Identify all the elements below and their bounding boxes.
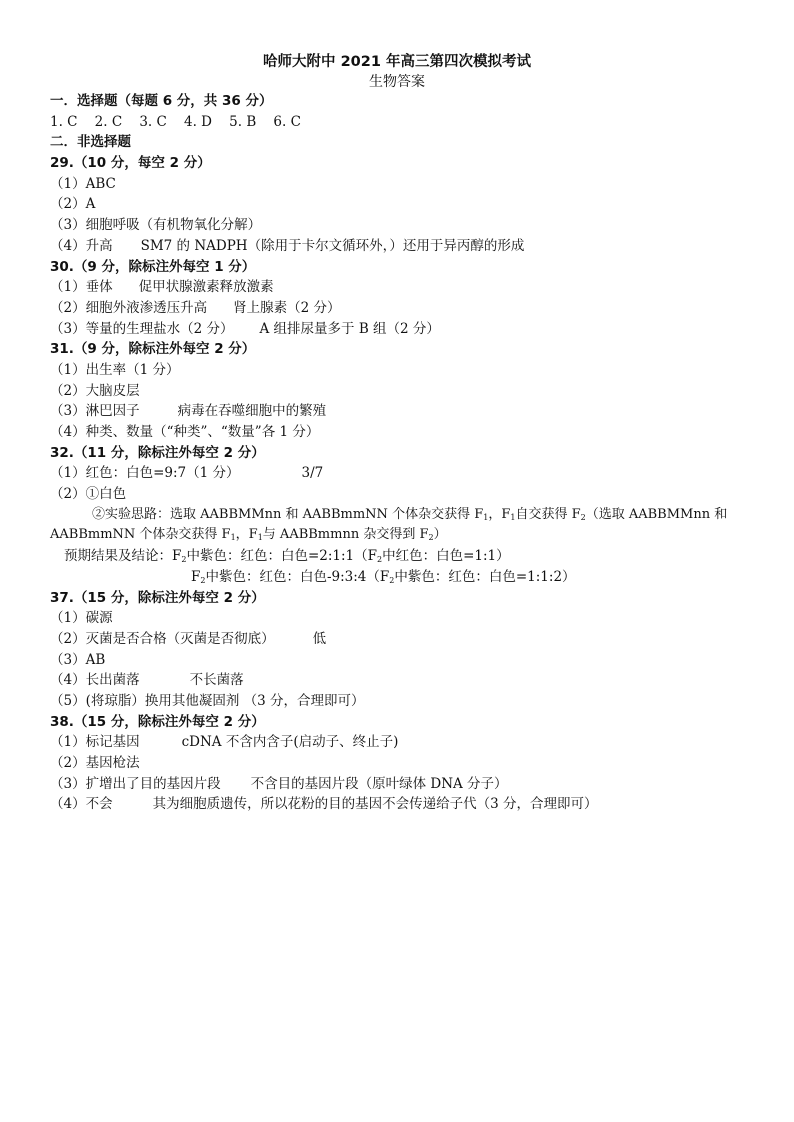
q32-answer-2: （2）①白色 — [50, 486, 127, 503]
q31-answer-1: （1）出生率（1 分） — [50, 361, 180, 378]
section-2-heading: 二．非选择题 — [50, 134, 131, 151]
q38-answer-3 — [50, 774, 770, 795]
q38-answer-1b: cDNA 不含内含子(启动子、终止子) — [181, 734, 399, 751]
answer-content — [50, 91, 770, 815]
q30-answer-2b: 肾上腺素（2 分） — [233, 299, 341, 316]
q38-answer-4a: （4）不会 — [50, 796, 113, 813]
q32-exp-text: ②实验思路：选取 AABBMMnn 和 AABBmmNN 个体杂交获得 F — [92, 506, 484, 522]
q38-answer-4b: 其为细胞质遗传，所以花粉的目的基因不会传递给子代（3 分，合理即可） — [152, 796, 598, 813]
q38-heading: 38.（15 分，除标注外每空 2 分） — [50, 713, 265, 730]
q32-experiment-line-1 — [50, 505, 770, 526]
subscript: 2 — [377, 555, 383, 565]
q31-answer-2: （2）大脑皮层 — [50, 382, 140, 399]
q30-answer-2a: （2）细胞外液渗透压升高 — [50, 299, 208, 316]
q29-answer-2: （2）A — [50, 196, 96, 213]
q32-result-text: 中紫色：红色：白色=2:1:1（F — [186, 548, 378, 565]
q32-result-line-1 — [50, 546, 770, 567]
q31-answer-3a: （3）淋巴因子 — [50, 403, 140, 420]
q32-exp-text: ） — [433, 527, 447, 543]
q31-answer-3 — [50, 401, 770, 422]
q37-answer-2 — [50, 629, 770, 650]
q32-exp-text: ，F — [488, 506, 511, 522]
section-1-heading: 一．选择题（每题 6 分，共 36 分） — [50, 93, 273, 109]
q37-answer-2a: （2）灭菌是否合格（灭菌是否彻底） — [50, 630, 275, 647]
q32-answer-1b: 3/7 — [301, 465, 324, 482]
q37-answer-1: （1）碳源 — [50, 610, 113, 627]
subscript: 1 — [257, 533, 263, 543]
q32-exp-text: 自交获得 F — [515, 506, 581, 522]
q31-answer-3b: 病毒在吞噬细胞中的繁殖 — [177, 403, 327, 420]
q32-answer-1 — [50, 463, 770, 484]
subscript: 1 — [230, 533, 236, 543]
q32-result-line-2 — [50, 567, 770, 588]
subscript: 2 — [428, 533, 434, 543]
q38-answer-1 — [50, 732, 770, 753]
subscript: 1 — [510, 512, 516, 522]
choice-answers: 1. C 2. C 3. C 4. D 5. B 6. C — [50, 113, 301, 130]
q31-answer-4: （4）种类、数量（“种类”、“数量”各 1 分） — [50, 424, 320, 440]
q32-result-text: 中紫色：红色：白色=1:1:2） — [394, 568, 576, 585]
q32-result-text: 中紫色：红色：白色-9:3:4（F — [205, 568, 390, 585]
q32-exp-text: AABBmmNN 个体杂交获得 F — [50, 527, 231, 543]
q30-answer-2 — [50, 298, 770, 319]
subscript: 2 — [389, 575, 395, 585]
q30-answer-1a: （1）垂体 — [50, 279, 113, 296]
q29-answer-1: （1）ABC — [50, 175, 116, 192]
q32-heading: 32.（11 分，除标注外每空 2 分） — [50, 444, 265, 461]
q38-answer-3b: 不含目的基因片段（原叶绿体 DNA 分子） — [250, 775, 508, 792]
q29-answer-4 — [50, 236, 770, 257]
q30-heading: 30.（9 分，除标注外每空 1 分） — [50, 258, 256, 275]
q37-answer-5: （5）(将琼脂）换用其他凝固剂 （3 分，合理即可） — [50, 692, 365, 709]
subscript: 2 — [200, 575, 206, 585]
subscript: 2 — [580, 512, 586, 522]
q38-answer-4 — [50, 794, 770, 815]
q38-answer-1a: （1）标记基因 — [50, 734, 140, 751]
q30-answer-3b: A 组排尿量多于 B 组（2 分） — [259, 320, 440, 337]
q32-result-text: 中红色：白色=1:1） — [382, 548, 510, 565]
q38-answer-2: （2）基因枪法 — [50, 755, 140, 771]
q32-exp-text: ，F — [235, 527, 258, 543]
q29-heading: 29.（10 分，每空 2 分） — [50, 155, 211, 172]
q37-heading: 37.（15 分，除标注外每空 2 分） — [50, 589, 265, 606]
document-subtitle: 生物答案 — [369, 74, 425, 90]
q32-experiment-line-2 — [50, 525, 770, 546]
q32-result-text: 预期结果及结论：F — [64, 548, 182, 565]
q30-answer-1b: 促甲状腺激素释放激素 — [138, 279, 274, 296]
q32-exp-text: 与 AABBmmnn 杂交得到 F — [262, 527, 429, 543]
q29-answer-4b: SM7 的 NADPH（除用于卡尔文循环外，）还用于异丙醇的形成 — [140, 237, 525, 254]
document-title: 哈师大附中 2021 年高三第四次模拟考试 — [263, 54, 531, 70]
q29-answer-4a: （4）升高 — [50, 237, 113, 254]
q37-answer-2b: 低 — [312, 630, 327, 647]
q32-answer-1a: （1）红色：白色=9:7（1 分） — [50, 465, 240, 482]
q37-answer-4b: 不长菌落 — [189, 672, 244, 689]
subscript: 1 — [483, 512, 489, 522]
q37-answer-4 — [50, 670, 770, 691]
q32-exp-text: （选取 AABBMMnn 和 — [585, 506, 728, 522]
q29-answer-3: （3）细胞呼吸（有机物氧化分解） — [50, 217, 262, 234]
subscript: 2 — [181, 555, 187, 565]
q30-answer-1 — [50, 277, 770, 298]
q31-heading: 31.（9 分，除标注外每空 2 分） — [50, 341, 256, 358]
q30-answer-3a: （3）等量的生理盐水（2 分） — [50, 320, 234, 337]
q32-result-text: F — [191, 568, 201, 585]
q37-answer-4a: （4）长出菌落 — [50, 672, 140, 689]
q37-answer-3: （3）AB — [50, 651, 106, 668]
q30-answer-3 — [50, 319, 770, 340]
q38-answer-3a: （3）扩增出了目的基因片段 — [50, 775, 221, 792]
